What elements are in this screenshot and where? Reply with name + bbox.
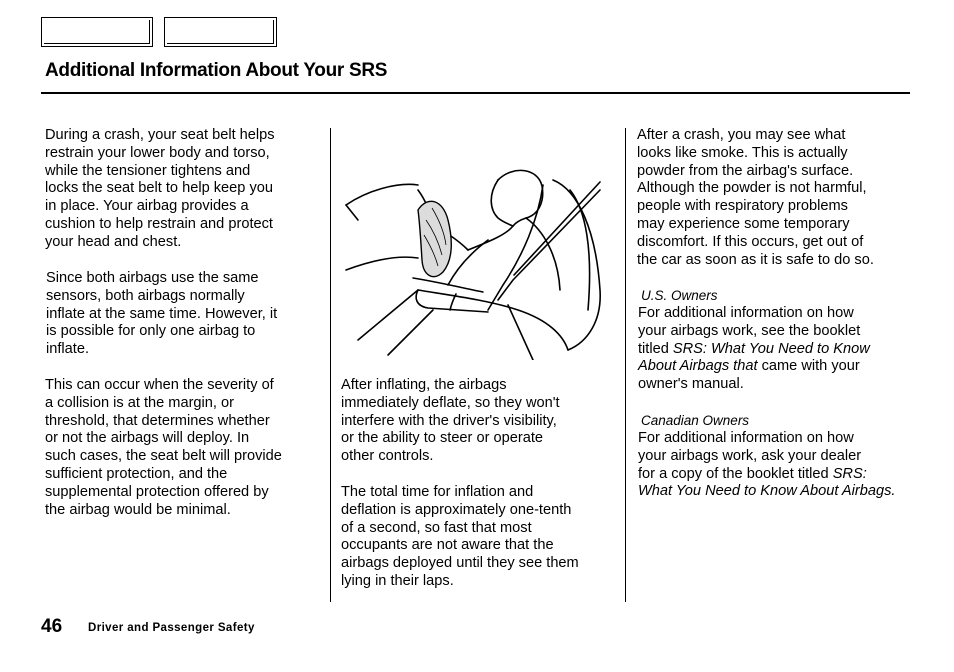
- col2-paragraph-2: The total time for inflation and deflation is approximately one-tenth of a second, so fast that most occupants are not aware that the airbags deployed until they see them lying in their laps.: [341, 484, 579, 589]
- nav-button-1[interactable]: [41, 17, 153, 47]
- col2-paragraph-1: After inflating, the airbags immediately deflate, so they won't interfere with the driver's visibility, or the ability to steer or operate other controls.: [341, 377, 560, 465]
- col1-paragraph-2: Since both airbags use the same sensors, both airbags normally inflate at the same time. However, it is possible for only one airbag to inflate.: [46, 270, 278, 358]
- page-title: Additional Information About Your SRS: [45, 60, 388, 81]
- col1-paragraph-1: During a crash, your seat belt helps restrain your lower body and torso, while the tensioner tightens and locks the seat belt to help keep you in place. Your airbag provides a cushion to help restrain and protect your head and chest.: [45, 127, 275, 250]
- nav-button-2[interactable]: [164, 17, 277, 47]
- section-name: Driver and Passenger Safety: [88, 622, 255, 634]
- airbag-deployment-illustration: [338, 160, 608, 360]
- canadian-owners-text: For additional information on how your airbags work, ask your dealer for a copy of the booklet titled SRS: What You Need to Know About Airbags.: [638, 430, 896, 500]
- page-number: 46: [41, 616, 63, 637]
- title-rule: [41, 92, 910, 94]
- canadian-owners-heading: Canadian Owners: [641, 413, 750, 428]
- us-owners-text: For additional information on how your airbags work, see the booklet titled SRS: What You Need to Know About Airbags that came with your owner's manual.: [638, 305, 870, 393]
- us-owners-heading: U.S. Owners: [641, 288, 718, 303]
- col3-paragraph-1: After a crash, you may see what looks like smoke. This is actually powder from the airbag's surface. Although the powder is not harmful, people with respiratory problems may experience some temporary discomfort. If this occurs, get out of the car as soon as it is safe to do so.: [637, 127, 874, 268]
- col1-paragraph-3: This can occur when the severity of a collision is at the margin, or threshold, that determines whether or not the airbags will deploy. In such cases, the seat belt will provide sufficient protection, and the supplemental protection offered by the airbag would be minimal.: [45, 377, 282, 518]
- column-divider-2: [625, 128, 626, 602]
- column-divider-1: [330, 128, 331, 602]
